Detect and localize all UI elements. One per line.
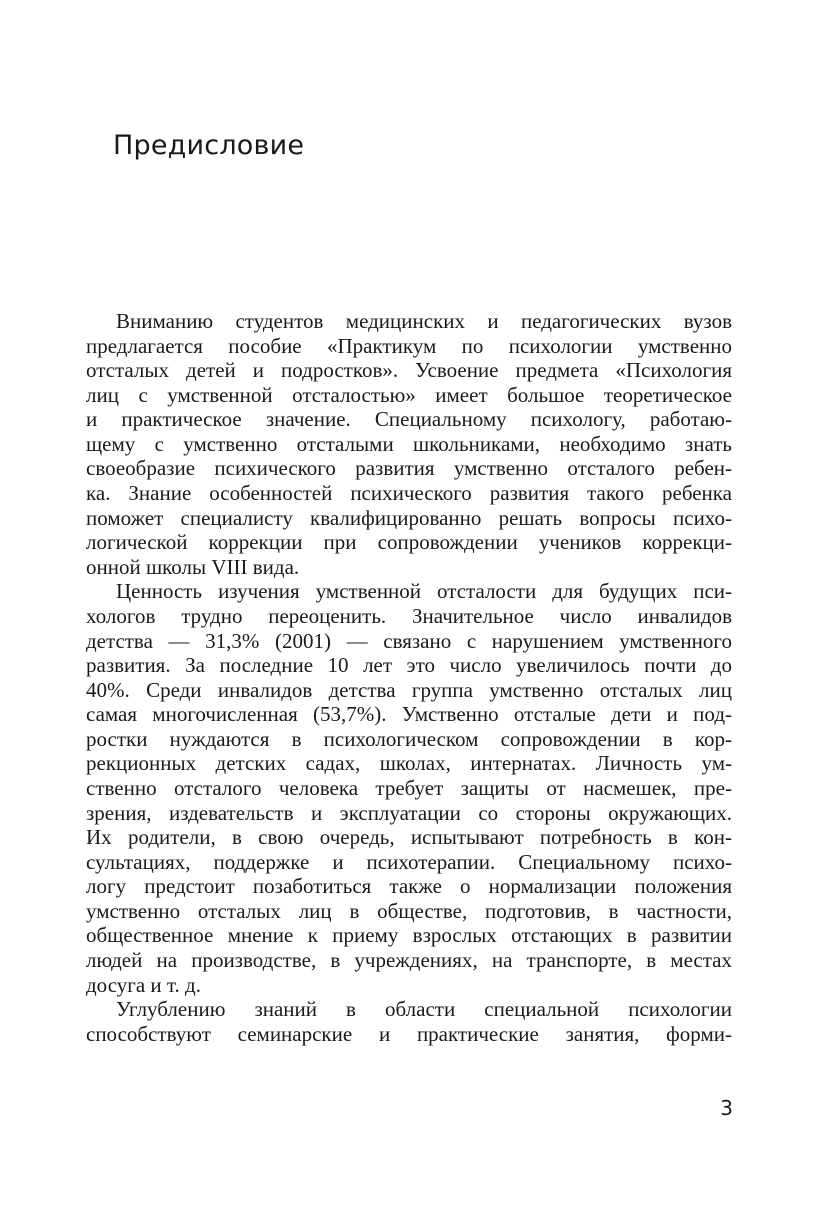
- text-line: досуга и т. д.: [86, 972, 201, 997]
- body-text: [86, 309, 732, 1046]
- page-number: 3: [720, 1096, 733, 1120]
- text-line: предлагается пособие «Практикум по психологии умственно: [86, 333, 732, 358]
- text-line: детства — 31,3% (2001) — связано с нарушением умственного: [86, 628, 732, 653]
- text-line: способствуют семинарские и практические занятия, форми-: [86, 1021, 732, 1046]
- text-line: отсталых детей и подростков». Усвоение предмета «Психология: [86, 358, 732, 383]
- text-line: самая многочисленная (53,7%). Умственно отсталые дети и под-: [86, 702, 732, 727]
- text-line: логической коррекции при сопровождении учеников коррекци-: [86, 530, 732, 555]
- page-title: Предисловие: [113, 130, 305, 161]
- text-line: Ценность изучения умственной отсталости для будущих пси-: [116, 579, 732, 604]
- text-line: людей на производстве, в учреждениях, на транспорте, в местах: [86, 948, 732, 973]
- text-line: общественное мнение к приему взрослых отстающих в развитии: [86, 923, 732, 948]
- text-line: рекционных детских садах, школах, интернатах. Личность ум-: [86, 751, 732, 776]
- text-line: хологов трудно переоценить. Значительное число инвалидов: [86, 603, 732, 628]
- text-line: ка. Знание особенностей психического развития такого ребенка: [86, 481, 732, 506]
- text-line: ственно отсталого человека требует защиты от насмешек, пре-: [86, 775, 732, 800]
- text-line: своеобразие психического развития умственно отсталого ребен-: [86, 456, 732, 481]
- text-line: логу предстоит позаботиться также о нормализации положения: [86, 874, 732, 899]
- text-line: 40%. Среди инвалидов детства группа умственно отсталых лиц: [86, 677, 732, 702]
- text-line: лиц с умственной отсталостью» имеет большое теоретическое: [86, 382, 732, 407]
- paragraph: [86, 997, 732, 1046]
- text-line: Вниманию студентов медицинских и педагогических вузов: [116, 309, 732, 333]
- text-line: умственно отсталых лиц в обществе, подготовив, в частности,: [86, 898, 732, 923]
- text-line: и практическое значение. Специальному психологу, работаю-: [86, 407, 732, 432]
- paragraph: [86, 309, 732, 579]
- text-line: поможет специалисту квалифицированно решать вопросы психо-: [86, 505, 732, 530]
- text-line: Их родители, в свою очередь, испытывают потребность в кон-: [86, 825, 732, 850]
- text-line: развития. За последние 10 лет это число увеличилось почти до: [86, 653, 732, 678]
- text-line: онной школы VIII вида.: [86, 554, 300, 579]
- text-line: зрения, издевательств и эксплуатации со стороны окружающих.: [86, 800, 732, 825]
- paragraph: [86, 579, 732, 997]
- text-line: сультациях, поддержке и психотерапии. Специальному психо-: [86, 849, 732, 874]
- text-line: щему с умственно отсталыми школьниками, необходимо знать: [86, 431, 732, 456]
- text-line: ростки нуждаются в психологическом сопровождении в кор-: [86, 726, 732, 751]
- text-line: Углублению знаний в области специальной психологии: [116, 997, 732, 1022]
